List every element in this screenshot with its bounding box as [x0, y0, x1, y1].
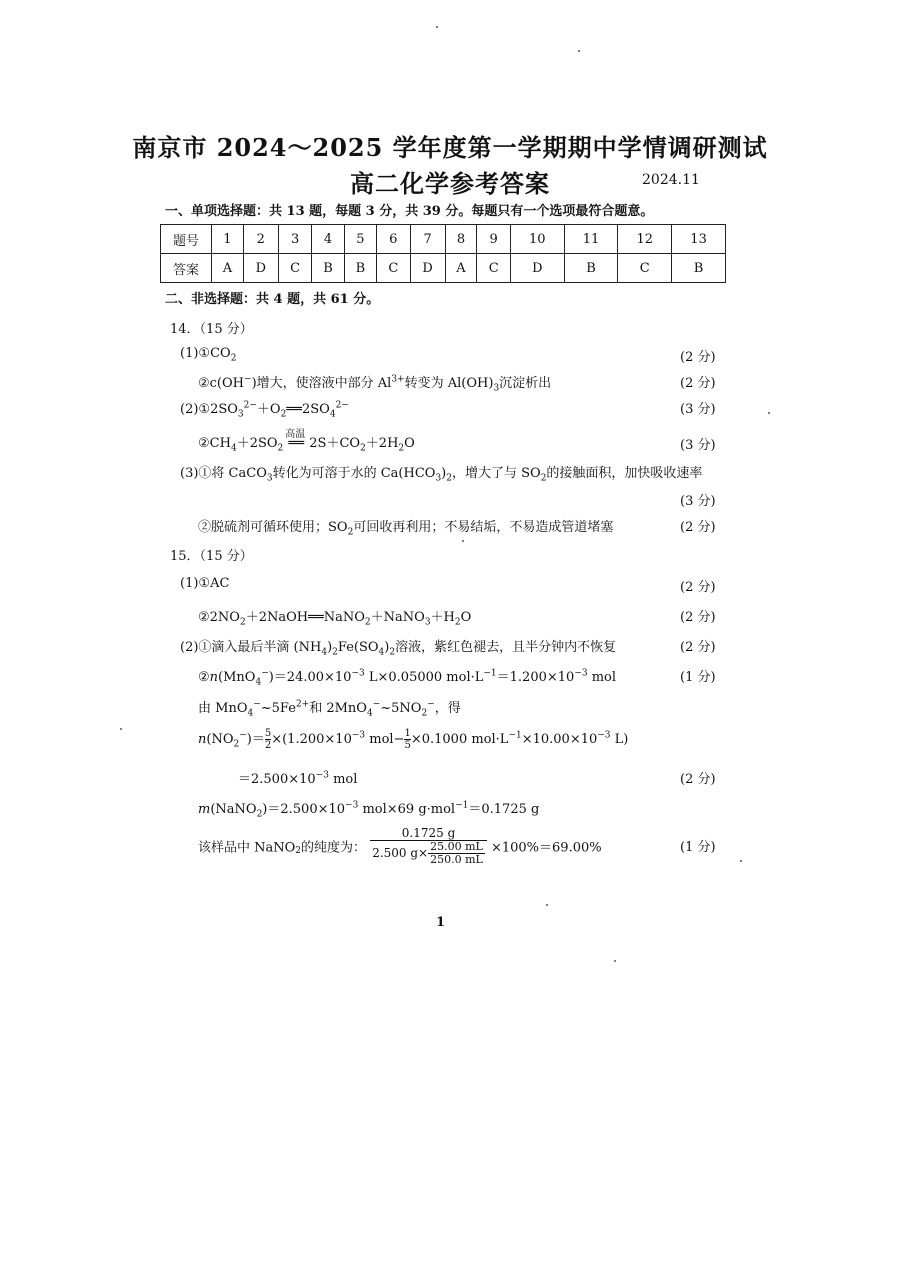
q15-calc-no2-result: $=2.500\times 10^{-3}$ mol [238, 770, 358, 787]
q15-purity: 该样品中 NaNO$_2$的纯度为： 0.1725 g 2.500 g× $\frac{25.00 mL}{250.0 mL}$ ×100%＝69.00% [198, 826, 602, 866]
q15-score-1: (2 分) [680, 580, 716, 595]
document-date: 2024.11 [642, 172, 700, 188]
table-cell: B [312, 254, 344, 283]
q14-score-1: (2 分) [680, 350, 716, 365]
scan-speck [546, 904, 548, 906]
scan-speck [120, 728, 122, 730]
scan-speck [436, 26, 438, 28]
table-cell: 8 [445, 225, 477, 254]
table-cell: 4 [312, 225, 344, 254]
q15-header: 15．（15 分） [170, 549, 253, 564]
scan-speck [768, 412, 770, 414]
q14-answer-2-1: $(2)①2SO_3^{2-}+O_2══2SO_4^{2-}$ [180, 400, 349, 420]
table-cell: 12 [618, 225, 672, 254]
q15-score-4: (1 分) [680, 670, 716, 685]
q14-answer-1-2: ②c(OH−)增大，使溶液中部分 $Al^{3+}$转变为 $Al(OH)_3$沉淀析出 [198, 374, 552, 394]
table-cell: A [445, 254, 477, 283]
q15-calc-no2: $n(NO_2^-)=$ $\frac{5}{2}\times(1.200\times 10^{-3}$ mol− $\frac{1}{5}\times 0.1000$ $mol\cdot L^{-1}\times 10.00\times 10^{-3}$ L) [198, 728, 629, 751]
table-cell: A [212, 254, 244, 283]
q14-score-6: (2 分) [680, 520, 716, 535]
table-cell: B [344, 254, 376, 283]
q15-score-6: (1 分) [680, 840, 716, 855]
section-2-heading: 二、非选择题：共 4 题，共 61 分。 [165, 292, 380, 307]
q15-answer-2-2: $②n(MnO_4^-)=24.00\times 10^{-3}$ L×0.05000 $mol\cdot L^{-1}=1.200\times 10^{-3}$ mol [198, 668, 617, 688]
table-cell: C [278, 254, 312, 283]
q14-answer-1-1: $(1)①CO_2$ [180, 346, 237, 364]
row-label-answer: 答案 [161, 254, 212, 283]
q14-header: 14．（15 分） [170, 322, 253, 337]
table-cell: 5 [344, 225, 376, 254]
scan-speck [578, 50, 580, 52]
scan-speck [614, 960, 616, 962]
document-title: 南京市 2024～2025 学年度第一学期期中学情调研测试 [132, 133, 768, 162]
q14-answer-3-1: (3)①将 CaCO$_3$转化为可溶于水的 $Ca(HCO_3)_2$，增大了与 $SO_2$的接触面积，加快吸收速率 [180, 466, 703, 484]
q15-answer-1-1: (1)①AC [180, 576, 230, 591]
q14-answer-2-2: $②CH_4+2SO_2$ 高温 ══ $2S+CO_2+2H_2O$ [198, 429, 415, 454]
scan-speck [462, 540, 464, 542]
table-row [161, 225, 726, 254]
table-cell: C [377, 254, 411, 283]
table-cell: B [672, 254, 726, 283]
q15-derivation-line: 由 $MnO_4^-\sim 5Fe^{2+}$和 $2MnO_4^-\sim 5NO_2^-$，得 [198, 699, 461, 719]
q15-answer-2-1: (2)①滴入最后半滴 $(NH_4)_2Fe(SO_4)_2$溶液，紫红色褪去，且半分钟内不恢复 [180, 640, 617, 658]
table-cell: D [510, 254, 564, 283]
q15-score-3: (2 分) [680, 640, 716, 655]
q15-score-5: (2 分) [680, 772, 716, 787]
section-1-heading: 一、单项选择题：共 13 题，每题 3 分，共 39 分。每题只有一个选项最符合题意。 [165, 204, 654, 219]
table-cell: B [564, 254, 618, 283]
scan-speck [740, 860, 742, 862]
table-cell: 1 [212, 225, 244, 254]
q14-score-2: (2 分) [680, 376, 716, 391]
q14-score-5: (3 分) [680, 494, 716, 509]
table-cell: D [243, 254, 278, 283]
table-cell: C [618, 254, 672, 283]
table-cell: 13 [672, 225, 726, 254]
table-cell: 11 [564, 225, 618, 254]
table-row [161, 254, 726, 283]
q15-answer-1-2: $②2NO_2+2NaOH══NaNO_2+NaNO_3+H_2O$ [198, 610, 472, 628]
table-cell: 7 [410, 225, 445, 254]
row-label-number: 题号 [161, 225, 212, 254]
page-number: 1 [436, 915, 446, 930]
table-cell: 3 [278, 225, 312, 254]
table-cell: 2 [243, 225, 278, 254]
table-cell: 9 [477, 225, 511, 254]
table-cell: 6 [377, 225, 411, 254]
q15-score-2: (2 分) [680, 610, 716, 625]
answer-table [160, 224, 726, 283]
table-cell: C [477, 254, 511, 283]
document-subtitle: 高二化学参考答案 [350, 169, 550, 198]
q15-calc-mass: $m(NaNO_2)=2.500\times 10^{-3}$ mol×69 g·mol$^{-1}$＝0.1725 g [198, 800, 540, 820]
q14-score-3: (3 分) [680, 402, 716, 417]
table-cell: 10 [510, 225, 564, 254]
q14-answer-3-2: ②脱硫剂可循环使用；$SO_2$可回收再利用；不易结垢，不易造成管道堵塞 [198, 520, 614, 538]
table-cell: D [410, 254, 445, 283]
q14-score-4: (3 分) [680, 438, 716, 453]
